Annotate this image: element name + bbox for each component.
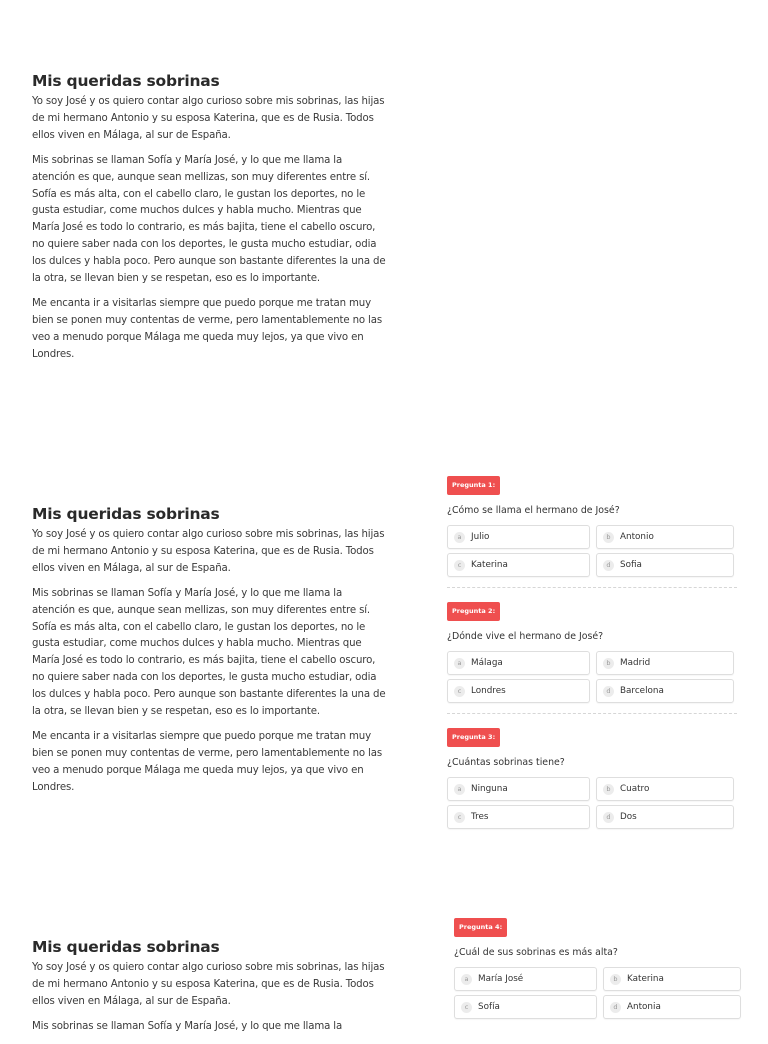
option-letter-badge: b	[610, 974, 621, 985]
option-label: María José	[478, 974, 524, 984]
option-label: Ninguna	[471, 784, 508, 794]
option-label: Londres	[471, 686, 506, 696]
answer-option-d[interactable]	[596, 805, 734, 829]
reading-paragraph: Yo soy José y os quiero contar algo curioso sobre mis sobrinas, las hijas de mi hermano Antonio y su esposa Katerina, que es de Rusia. Todos ellos viven en Málaga, al sur de España.	[32, 529, 385, 574]
option-label: Málaga	[471, 658, 503, 668]
option-label: Antonio	[620, 532, 654, 542]
answer-option-d[interactable]	[596, 679, 734, 703]
answer-options	[447, 651, 737, 703]
option-label: Dos	[620, 812, 637, 822]
reading-paragraph: Me encanta ir a visitarlas siempre que puedo porque me tratan muy bien se ponen muy contentas de verme, pero lamentablemente no las veo a menudo porque Málaga me queda muy lejos, ya que vivo en Londres.	[32, 730, 382, 793]
option-label: Barcelona	[620, 686, 664, 696]
option-letter-badge: b	[603, 658, 614, 669]
option-label: Cuatro	[620, 784, 650, 794]
quiz-panel-2	[454, 914, 744, 1039]
reading-paragraph: Mis sobrinas se llaman Sofía y María José, y lo que me llama la atención es que, aunque sean mellizas, son muy diferentes entre sí. Sofía es más alta, con el cabello claro, le gustan los deportes, no le gusta estudiar, come muchos dulces y habla mucho. Mientras que María José es todo lo contrario, es más bajita, tiene el cabello oscuro, no quiere saber nada con los deportes, le gusta mucho estudiar, odia los dulces y habla poco. Pero aunque son bastante diferentes la una de la otra, se llevan bien y se respetan, eso es lo importante.	[32, 587, 386, 718]
answer-option-d[interactable]	[603, 995, 741, 1019]
option-letter-badge: d	[603, 560, 614, 571]
question-text: ¿Cómo se llama el hermano de José?	[447, 505, 620, 516]
question-block	[447, 598, 737, 714]
answer-option-a[interactable]	[447, 777, 590, 801]
reading-paragraph: Mis sobrinas se llaman Sofía y María José, y lo que me llama la atención es que, aunque sean mellizas, son muy diferentes entre sí. Sofía es más alta, con el cabello claro, le gustan los deportes, no le gusta estudiar, come muchos dulces y habla mucho. Mientras que María José es todo lo contrario, es más bajita, tiene el cabello oscuro, no quiere saber nada con los deportes, le gusta mucho estudiar, odia los dulces y habla poco. Pero aunque son bastante diferentes la una de la otra, se llevan bien y se respetan, eso es lo importante.	[32, 154, 386, 285]
reading-paragraph: Yo soy José y os quiero contar algo curioso sobre mis sobrinas, las hijas de mi hermano Antonio y su esposa Katerina, que es de Rusia. Todos ellos viven en Málaga, al sur de España.	[32, 96, 385, 141]
reading-title: Mis queridas sobrinas	[32, 938, 220, 956]
option-label: Sofía	[478, 1002, 500, 1012]
answer-option-b[interactable]	[596, 651, 734, 675]
option-letter-badge: c	[454, 686, 465, 697]
answer-option-b[interactable]	[596, 777, 734, 801]
question-block	[447, 724, 737, 839]
question-badge: Pregunta 3:	[447, 728, 500, 747]
option-label: Katerina	[471, 560, 508, 570]
option-label: Antonia	[627, 1002, 661, 1012]
reading-paragraph: Yo soy José y os quiero contar algo curioso sobre mis sobrinas, las hijas de mi hermano Antonio y su esposa Katerina, que es de Rusia. Todos ellos viven en Málaga, al sur de España.	[32, 962, 385, 1007]
question-block	[454, 914, 744, 1029]
reading-title: Mis queridas sobrinas	[32, 505, 220, 523]
reading-section-1	[32, 72, 386, 372]
answer-option-b[interactable]	[603, 967, 741, 991]
option-label: Madrid	[620, 658, 651, 668]
question-text: ¿Cuál de sus sobrinas es más alta?	[454, 947, 618, 958]
answer-option-c[interactable]	[447, 679, 590, 703]
question-text: ¿Dónde vive el hermano de José?	[447, 631, 604, 642]
answer-option-c[interactable]	[447, 805, 590, 829]
answer-option-a[interactable]	[447, 651, 590, 675]
option-letter-badge: c	[461, 1002, 472, 1013]
option-letter-badge: c	[454, 560, 465, 571]
quiz-panel-1	[447, 472, 737, 849]
option-label: Tres	[471, 812, 489, 822]
reading-section-2	[32, 505, 386, 805]
question-block	[447, 472, 737, 588]
option-letter-badge: a	[454, 784, 465, 795]
option-letter-badge: c	[454, 812, 465, 823]
option-label: Katerina	[627, 974, 664, 984]
answer-option-b[interactable]	[596, 525, 734, 549]
option-letter-badge: b	[603, 532, 614, 543]
option-letter-badge: a	[461, 974, 472, 985]
option-label: Julio	[471, 532, 490, 542]
answer-options	[454, 967, 744, 1019]
question-badge: Pregunta 1:	[447, 476, 500, 495]
answer-options	[447, 777, 737, 829]
question-badge: Pregunta 4:	[454, 918, 507, 937]
question-badge: Pregunta 2:	[447, 602, 500, 621]
option-letter-badge: b	[603, 784, 614, 795]
reading-paragraph-partial: Mis sobrinas se llaman Sofía y María José, y lo que me llama la	[32, 1020, 343, 1032]
answer-options	[447, 525, 737, 577]
answer-option-d[interactable]	[596, 553, 734, 577]
option-letter-badge: a	[454, 532, 465, 543]
option-letter-badge: d	[603, 686, 614, 697]
reading-title: Mis queridas sobrinas	[32, 72, 220, 90]
answer-option-c[interactable]	[447, 553, 590, 577]
answer-option-c[interactable]	[454, 995, 597, 1019]
reading-section-3	[32, 938, 386, 1044]
answer-option-a[interactable]	[447, 525, 590, 549]
question-text: ¿Cuántas sobrinas tiene?	[447, 757, 565, 768]
option-label: Sofia	[620, 560, 642, 570]
option-letter-badge: a	[454, 658, 465, 669]
reading-paragraph: Me encanta ir a visitarlas siempre que puedo porque me tratan muy bien se ponen muy contentas de verme, pero lamentablemente no las veo a menudo porque Málaga me queda muy lejos, ya que vivo en Londres.	[32, 297, 382, 360]
option-letter-badge: d	[610, 1002, 621, 1013]
answer-option-a[interactable]	[454, 967, 597, 991]
option-letter-badge: d	[603, 812, 614, 823]
